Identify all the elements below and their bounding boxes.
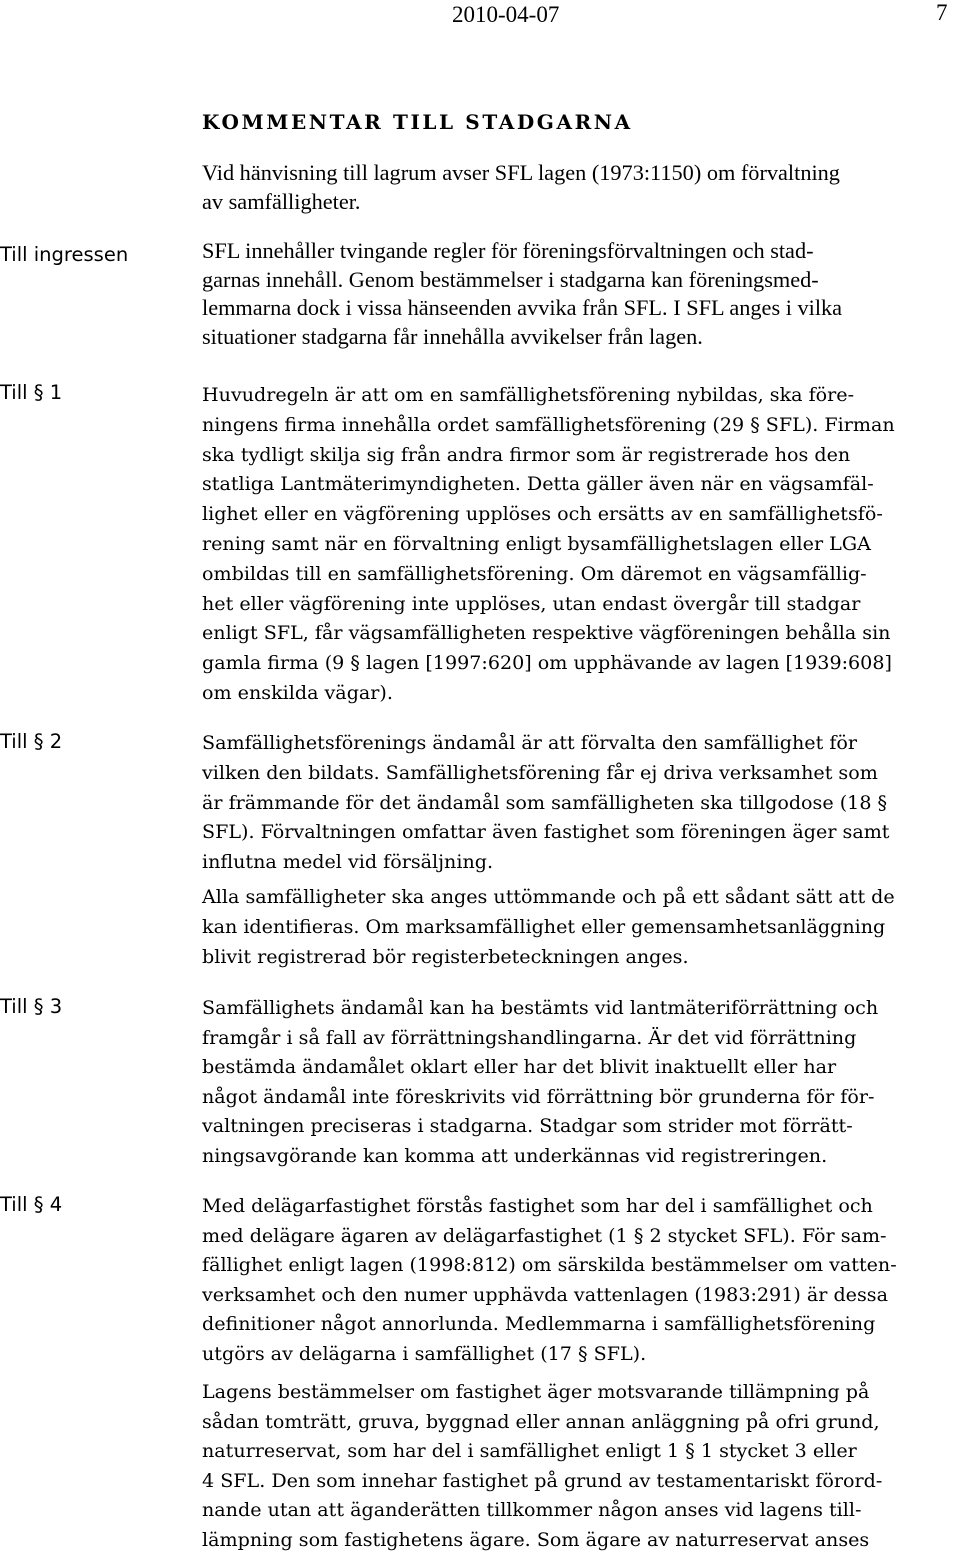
margin-label-paragraph-1: Till § 1 (0, 381, 63, 404)
text-line: om enskilda vägar). (202, 680, 393, 704)
text-line: Huvudregeln är att om en samfällighetsförening nybildas, ska före- (202, 383, 855, 406)
text-line: bestämda ändamålet oklart eller har det blivit inaktuellt eller har (202, 1055, 837, 1078)
text-line: sådan tomträtt, gruva, byggnad eller annan anläggning på ofri grund, (202, 1409, 880, 1433)
text-line: något ändamål inte föreskrivits vid förrättning bör grunderna för för- (202, 1084, 875, 1108)
text-line: SFL innehåller tvingande regler för föreningsförvaltningen och stad- (202, 238, 814, 263)
text-line: statliga Lantmäterimyndigheten. Detta gäller även när en vägsamfäl- (202, 472, 874, 496)
text-line: garnas innehåll. Genom bestämmelser i stadgarna kan föreningsmed- (202, 266, 819, 292)
margin-label-paragraph-2: Till § 2 (0, 730, 63, 753)
text-line: Med delägarfastighet förstås fastighet som har del i samfällighet och (202, 1194, 873, 1217)
text-line: verksamhet och den numer upphävda vattenlagen (1983:291) är dessa (202, 1282, 888, 1306)
text-line: Samfällighets ändamål kan ha bestämts vid lantmäteriförrättning och (202, 996, 879, 1019)
paragraph-forrattning (202, 993, 878, 1170)
text-line: är främmande för det ändamål som samfälligheten ska tillgodose (18 § (202, 790, 888, 814)
page-number: 7 (936, 0, 948, 25)
paragraph-delagarfastighet (202, 1191, 897, 1368)
text-line: naturreservat, som har del i samfällighet enligt 1 § 1 stycket 3 eller (202, 1439, 857, 1462)
text-line: enligt SFL, får vägsamfälligheten respektive vägföreningen behålla sin (202, 621, 891, 645)
text-line: ombildas till en samfällighetsförening. Om däremot en vägsamfällig- (202, 561, 867, 585)
text-line: ningens firma innehålla ordet samfällighetsförening (29 § SFL). Firman (202, 412, 895, 436)
text-line: Alla samfälligheter ska anges uttömmande och på ett sådant sätt att de (202, 885, 895, 908)
text-line: definitioner något annorlunda. Medlemmarna i samfällighetsförening (202, 1312, 876, 1335)
text-line: lighet eller en vägförening upplöses och ersätts av en samfällighetsfö- (202, 502, 883, 526)
text-line: blivit registrerad bör registerbeteckningen anges. (202, 944, 689, 968)
paragraph-firma (202, 380, 895, 708)
text-line: Lagens bestämmelser om fastighet äger motsvarande tillämpning på (202, 1380, 870, 1403)
text-line: framgår i så fall av förrättningshandlingarna. Är det vid förrättning (202, 1025, 857, 1049)
text-line: Samfällighetsförenings ändamål är att förvalta den samfällighet för (202, 731, 858, 754)
text-line: utgörs av delägarna i samfällighet (17 § SFL). (202, 1341, 647, 1365)
text-line: ska tydligt skilja sig från andra firmor som är registrerade hos den (202, 442, 851, 466)
text-line: kan identifieras. Om marksamfällighet eller gemensamhetsanläggning (202, 914, 886, 938)
text-line: av samfälligheter. (202, 188, 361, 214)
section-heading: KOMMENTAR TILL STADGARNA (202, 110, 633, 134)
header-date: 2010-04-07 (452, 2, 560, 27)
text-line: situationer stadgarna får innehålla avvikelser från lagen. (202, 324, 703, 350)
margin-label-ingressen: Till ingressen (0, 243, 129, 266)
text-line: SFL). Förvaltningen omfattar även fastighet som föreningen äger samt (202, 820, 890, 844)
text-line: med delägare ägaren av delägarfastighet (1 § 2 stycket SFL). För sam- (202, 1223, 887, 1247)
text-line: influtna medel vid försäljning. (202, 850, 494, 874)
paragraph-ingressen (202, 237, 842, 352)
text-line: vilken den bildats. Samfällighetsförening får ej driva verksamhet som (202, 760, 878, 784)
text-line: lämpning som fastighetens ägare. Som ägare av naturreservat anses (202, 1527, 870, 1551)
text-line: 4 SFL. Den som innehar fastighet på grund av testamentariskt förord- (202, 1468, 883, 1492)
text-line: rening samt när en förvaltning enligt bysamfällighetslagen eller LGA (202, 531, 871, 555)
text-line: Vid hänvisning till lagrum avser SFL lagen (1973:1150) om förvaltning (202, 160, 840, 185)
paragraph-andamal (202, 728, 889, 877)
paragraph-samfalligheter (202, 882, 895, 971)
text-line: lemmarna dock i vissa hänseenden avvika från SFL. I SFL anges i vilka (202, 295, 843, 321)
paragraph-tomtratt (202, 1377, 882, 1554)
text-line: ningsavgörande kan komma att underkännas vid registreringen. (202, 1143, 828, 1167)
text-line: gamla firma (9 § lagen [1997:620] om upphävande av lagen [1939:608] (202, 651, 892, 675)
text-line: het eller vägförening inte upplöses, utan endast övergår till stadgar (202, 591, 861, 615)
margin-label-paragraph-4: Till § 4 (0, 1193, 63, 1216)
paragraph-lagrum (202, 159, 840, 216)
text-line: nande utan att äganderätten tillkommer någon anses vid lagens till- (202, 1498, 862, 1521)
text-line: valtningen preciseras i stadgarna. Stadgar som strider mot förrätt- (202, 1114, 853, 1137)
margin-label-paragraph-3: Till § 3 (0, 995, 63, 1018)
text-line: fällighet enligt lagen (1998:812) om särskilda bestämmelser om vatten- (202, 1253, 897, 1276)
